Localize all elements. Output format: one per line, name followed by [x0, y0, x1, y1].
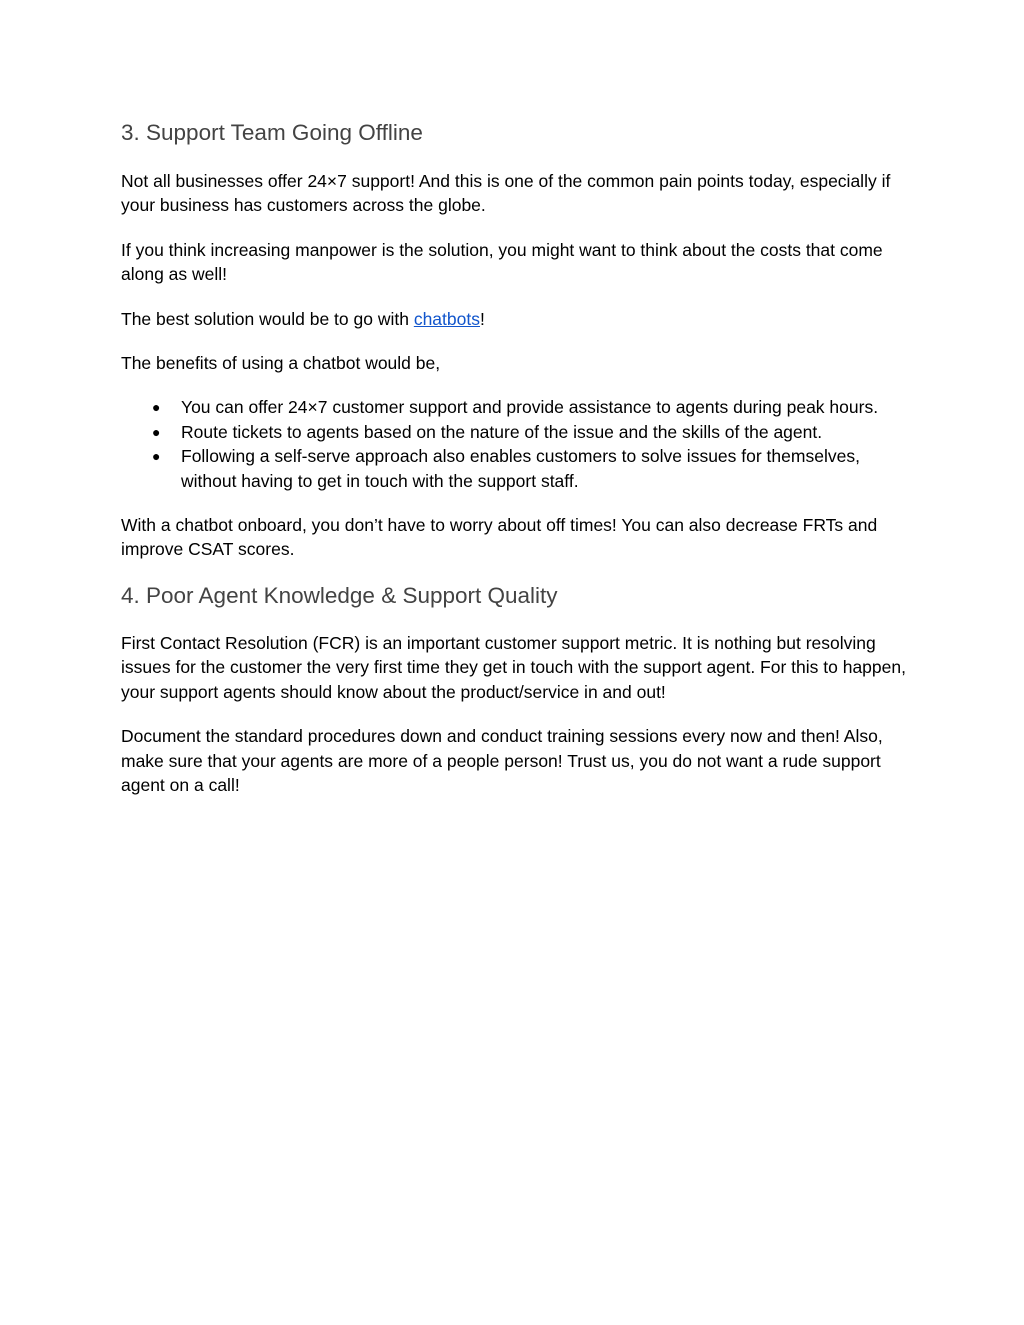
section-heading-agent-knowledge: 4. Poor Agent Knowledge & Support Quality	[121, 582, 558, 608]
list-item	[121, 444, 911, 493]
paragraph-training: Document the standard procedures down and conduct training sessions every now and then! Also, make sure that your agents are more of a people person! Trust us, you do not want a rude support agent on a call!	[121, 726, 883, 795]
list-item-text: You can offer 24×7 customer support and provide assistance to agents during peak hours.	[181, 397, 879, 418]
paragraph-chatbot-onboard: With a chatbot onboard, you don’t have to worry about off times! You can also decrease FRTs and improve CSAT scores.	[121, 515, 878, 560]
list-item-text: Route tickets to agents based on the nature of the issue and the skills of the agent.	[181, 421, 823, 442]
bullet-icon: ●	[152, 423, 161, 440]
section-heading-support-team-offline: 3. Support Team Going Offline	[121, 120, 423, 145]
paragraph-24x7-support: Not all businesses offer 24×7 support! And this is one of the common pain points today, especially if your business has customers across the globe.	[121, 171, 891, 216]
document-page	[121, 116, 911, 797]
benefits-list	[121, 395, 911, 493]
list-item-text: Following a self-serve approach also enables customers to solve issues for themselves, without having to get in touch with the support staff.	[181, 446, 860, 491]
bullet-icon: ●	[152, 448, 161, 465]
chatbots-link[interactable]: chatbots	[413, 308, 480, 329]
paragraph-best-solution	[121, 307, 911, 331]
list-item	[121, 420, 911, 444]
paragraph-fcr: First Contact Resolution (FCR) is an important customer support metric. It is nothing but resolving issues for the customer the very first time they get in touch with the support agent. For this to happen, your support agents should know about the product/service in and out!	[121, 632, 906, 702]
solution-text-before: The best solution would be to go with	[121, 308, 414, 329]
paragraph-manpower-costs: If you think increasing manpower is the solution, you might want to think about the costs that come along as well!	[121, 239, 883, 285]
list-item	[121, 395, 911, 419]
bullet-icon: ●	[152, 399, 161, 416]
solution-text-after: !	[479, 308, 485, 329]
paragraph-benefits-intro: The benefits of using a chatbot would be,	[121, 353, 441, 374]
